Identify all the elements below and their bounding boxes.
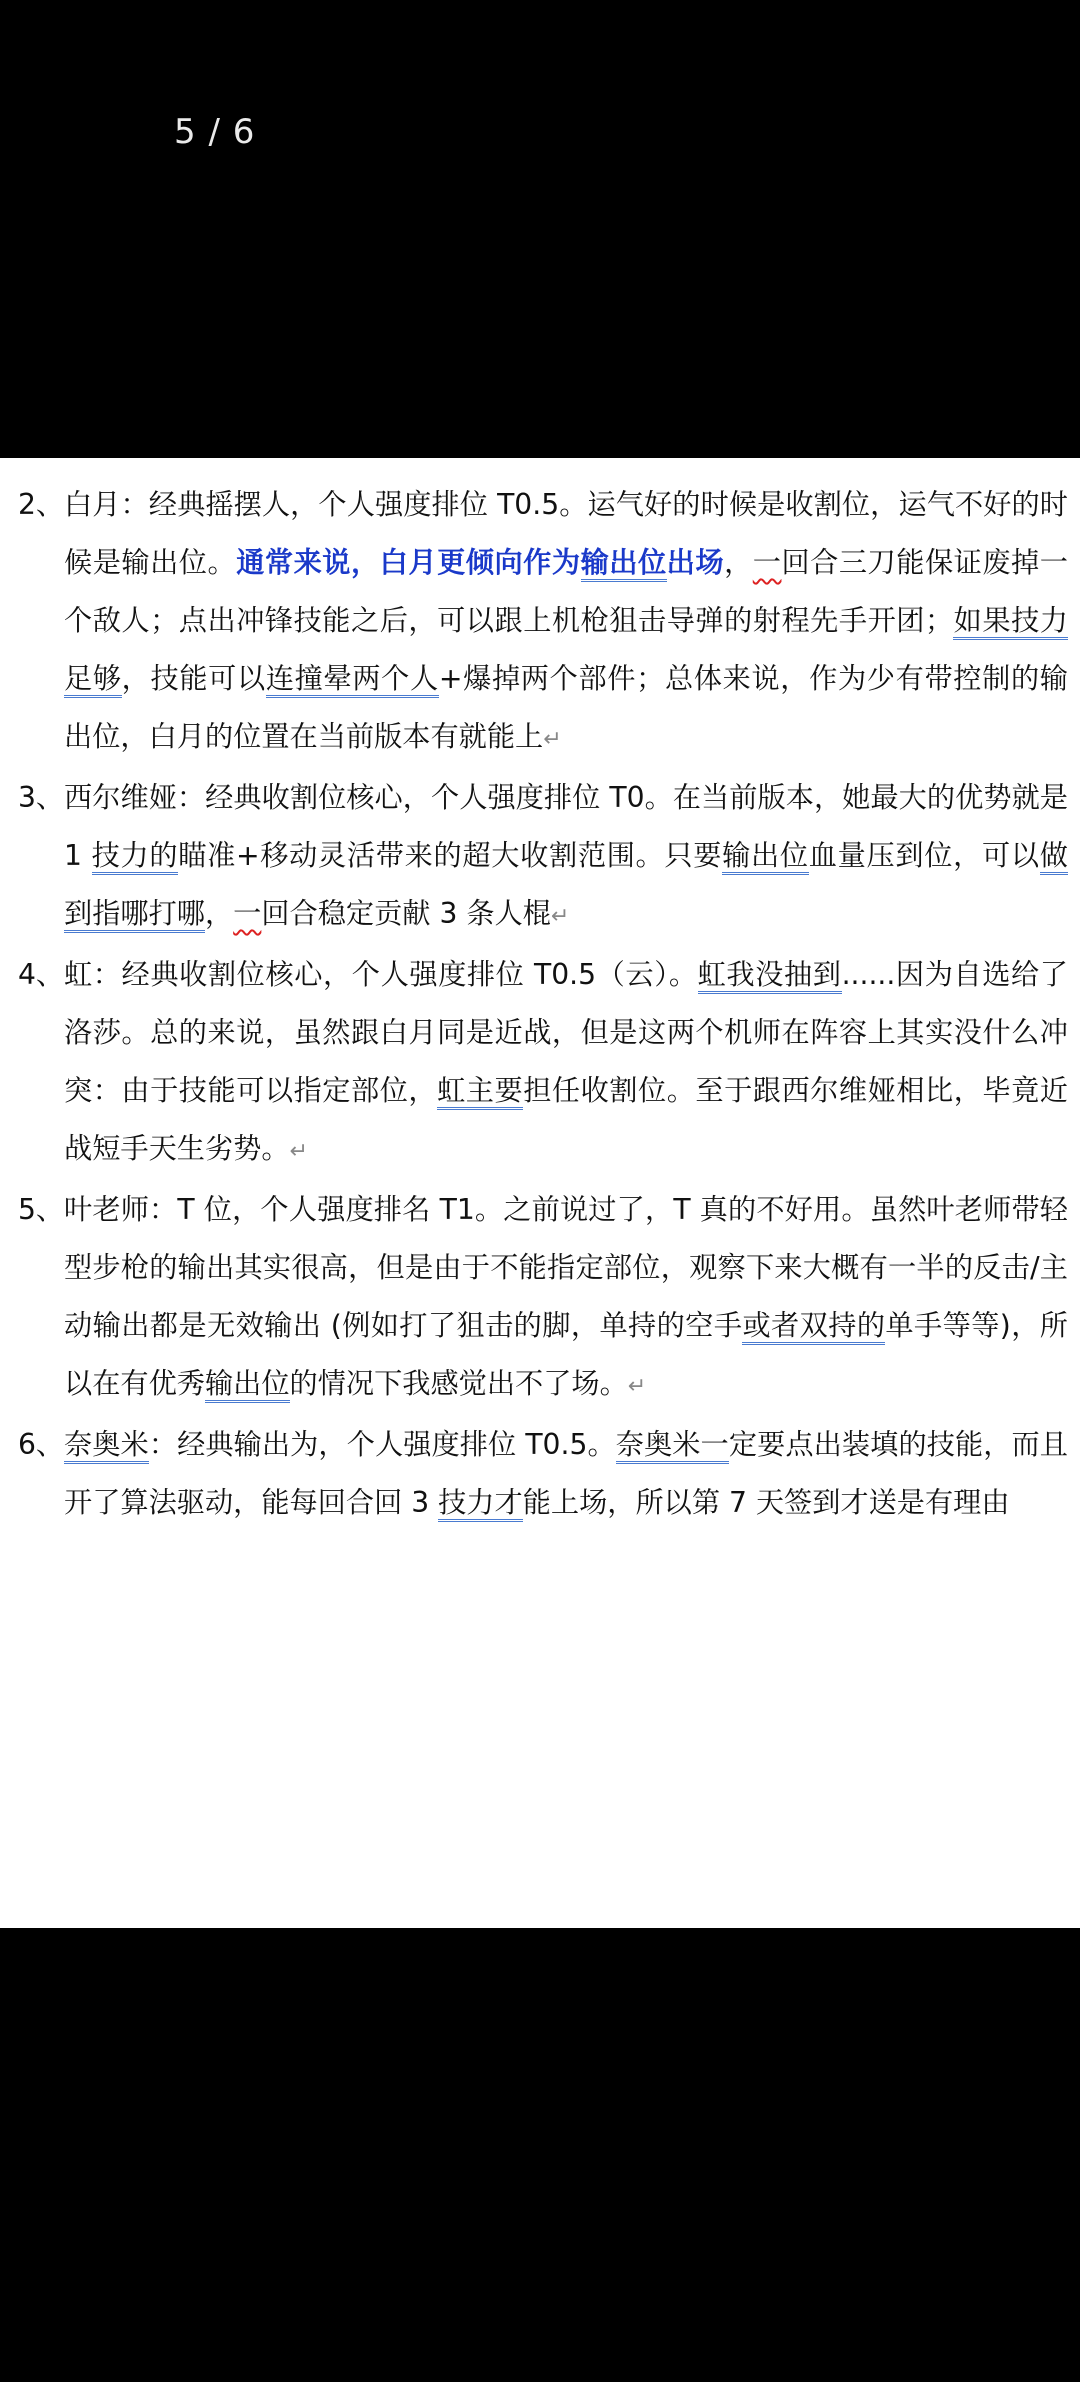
viewer-top-bar: [0, 0, 1080, 458]
item-text: 叶老师：T 位，个人强度排名 T1。之前说过了，T 真的不好用。虽然叶老师带轻型步枪的输出其实很高，但是由于不能指定部位，观察下来大概有一半的反击/主动输出都是无效输出 (例如打了狙击的脚，单持的空手: [64, 1193, 1068, 1342]
underlined-text: 输出位: [722, 839, 809, 875]
item-text: 西尔维娅：经典收割位核心，个人强度排位 T0。在当前版本，她最大的优势就是 1: [64, 781, 1068, 872]
item-number: 4、: [18, 958, 65, 991]
item-text: 担任收割位。至于跟西尔维娅相比，毕竟近战短手天生劣势。: [64, 1074, 1068, 1165]
item-number: 3、: [18, 781, 65, 814]
list-item: [18, 1181, 1068, 1416]
paragraph-mark-icon: ↵: [543, 727, 562, 752]
viewer-bottom-bar: [0, 1928, 1080, 2382]
item-text: 单手等等)，所以在有优秀: [64, 1309, 1068, 1400]
item-text: 能上场，所以第 7 天签到才送是有理由: [522, 1486, 1010, 1519]
underlined-text: 做到指哪打哪: [64, 839, 1068, 933]
item-text: 血量压到位，可以: [808, 839, 1040, 872]
paragraph-mark-icon: ↵: [550, 904, 570, 929]
underlined-text: 奈奥米一: [616, 1428, 729, 1464]
item-text: ，: [204, 897, 234, 930]
underlined-text: 虹我没抽到: [698, 958, 842, 994]
highlighted-underlined-text: 输出位: [581, 546, 667, 582]
document-page[interactable]: [0, 458, 1080, 1928]
page-indicator: 5 / 6: [174, 112, 256, 152]
item-text: 虹：经典收割位核心，个人强度排位 T0.5（云）。: [64, 958, 698, 991]
item-text: +爆掉两个部件；总体来说，作为少有带控制的输出位，白月的位置在当前版本有就能上: [64, 662, 1068, 753]
underlined-text: 连撞晕两个人: [266, 662, 439, 698]
paragraph-mark-icon: ↵: [289, 1139, 308, 1164]
item-text: 回合稳定贡献 3 条人棍: [261, 897, 551, 930]
item-number: 5、: [18, 1193, 65, 1226]
highlighted-text: 通常来说，白月更倾向作为: [236, 546, 581, 579]
spellcheck-text: 一: [752, 546, 782, 579]
underlined-text: 输出位: [205, 1367, 290, 1403]
underlined-text: 技力的: [92, 839, 179, 875]
item-text: 定要点出装填的技能，而且开了算法驱动，能每回合回 3: [64, 1428, 1068, 1519]
underlined-text: 虹主要: [437, 1074, 523, 1110]
underlined-text: 技力才: [438, 1486, 523, 1522]
list-item: [18, 946, 1068, 1181]
paragraph-mark-icon: ↵: [627, 1374, 647, 1399]
item-text: ，: [724, 546, 753, 579]
underlined-text: 如果技力足够: [64, 604, 1068, 698]
item-text: 白月：经典摇摆人，个人强度排位 T0.5。运气好的时候是收割位，运气不好的时候是输出位。: [64, 488, 1068, 579]
item-number: 6、: [18, 1428, 65, 1461]
highlighted-text: 出场: [666, 546, 725, 579]
document-content: [18, 476, 1068, 1532]
item-text: 回合三刀能保证废掉一个敌人；点出冲锋技能之后，可以跟上机枪狙击导弹的射程先手开团；: [64, 546, 1068, 637]
item-text: ......因为自选给了洛莎。总的来说，虽然跟白月同是近战，但是这两个机师在阵容上其实没什么冲突：由于技能可以指定部位，: [64, 958, 1068, 1107]
list-item: [18, 1416, 1068, 1532]
item-number: 2、: [18, 488, 65, 521]
underlined-text: 或者双持的: [742, 1309, 885, 1345]
list-item: [18, 769, 1068, 946]
item-text: 的情况下我感觉出不了场。: [289, 1367, 628, 1400]
list-item: [18, 476, 1068, 769]
underlined-text: 奈奥米: [64, 1428, 149, 1464]
item-text: ，技能可以: [121, 662, 266, 695]
item-text: ：经典输出为，个人强度排位 T0.5。: [148, 1428, 616, 1461]
spellcheck-text: 一: [233, 897, 262, 930]
item-text: 瞄准+移动灵活带来的超大收割范围。只要: [178, 839, 723, 872]
